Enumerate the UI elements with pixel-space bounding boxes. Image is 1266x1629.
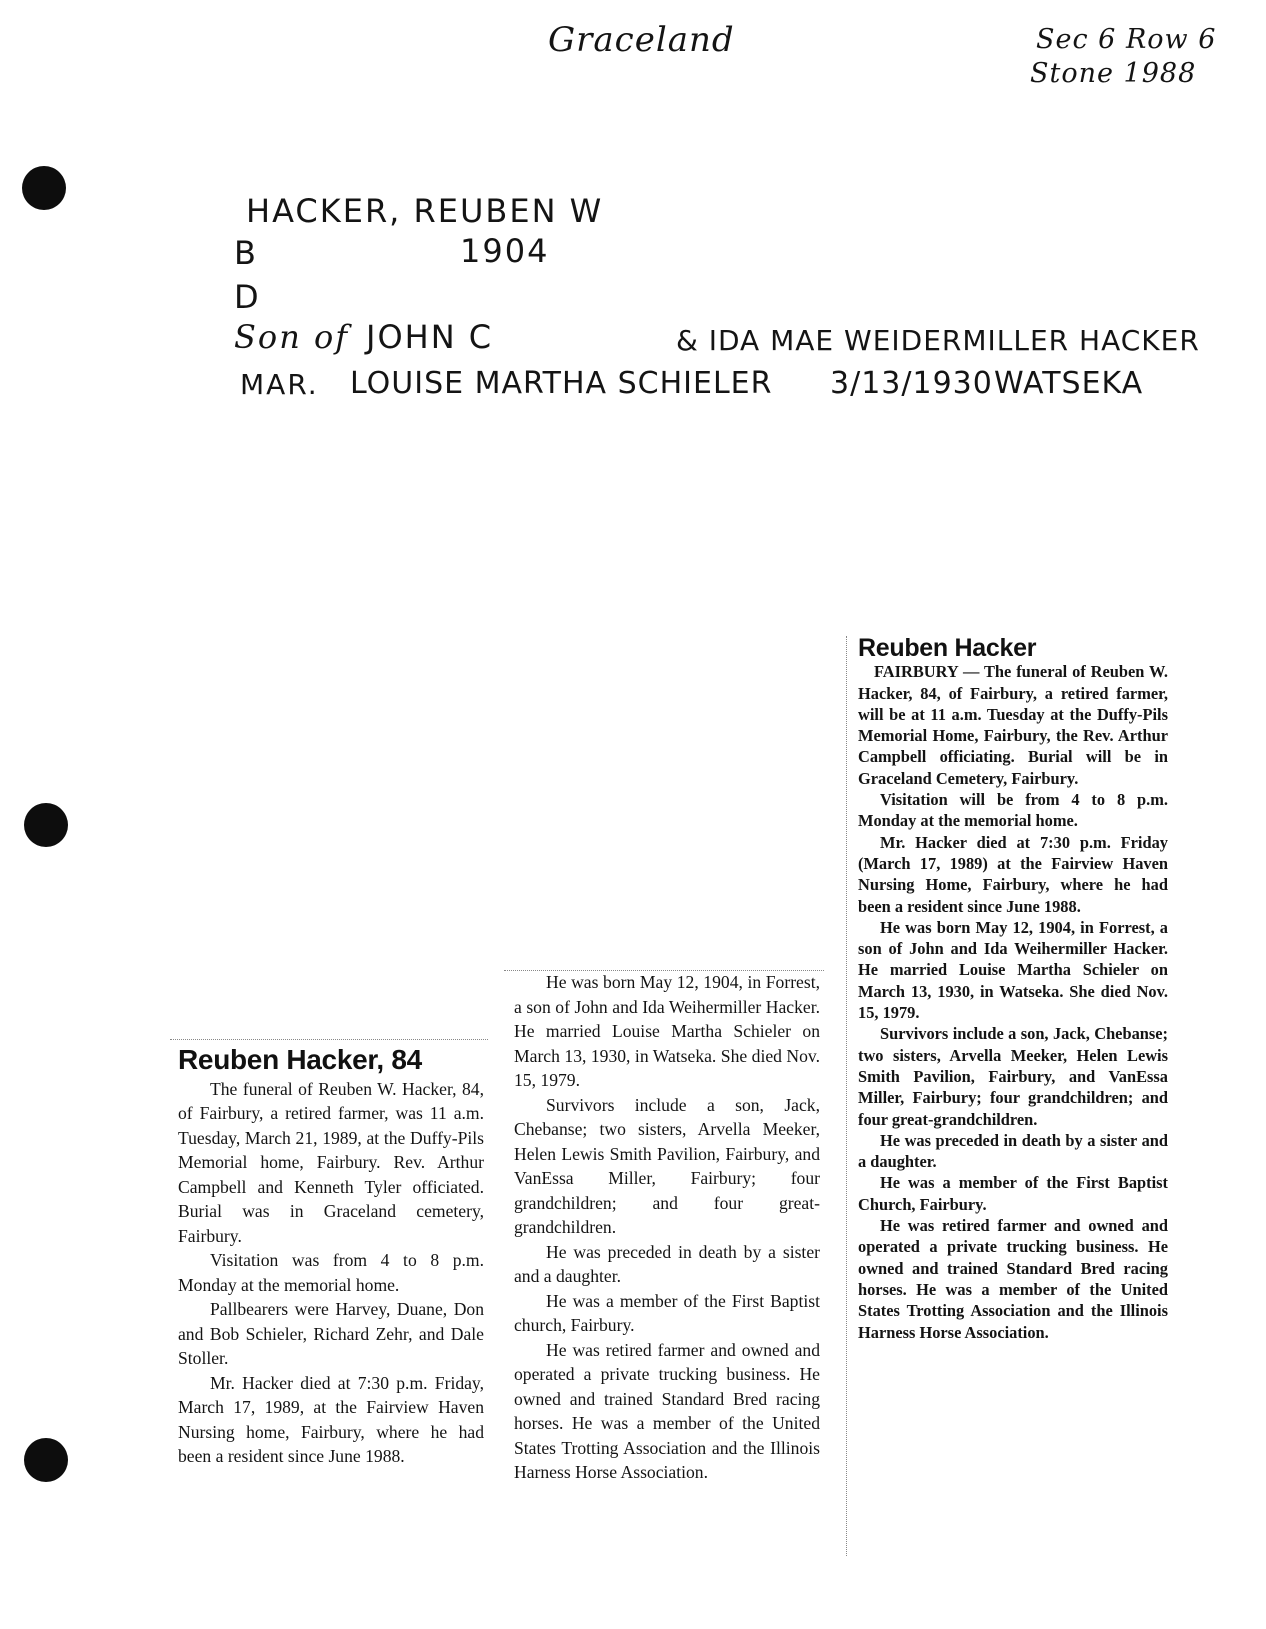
clipping-right-paragraph: He was a member of the First Baptist Church, Fairbury.: [858, 1173, 1168, 1214]
clipping-right-paragraph: He was preceded in death by a sister and a daughter.: [858, 1130, 1168, 1172]
handwritten-father: JOHN C: [366, 318, 494, 356]
punch-hole-bottom: [24, 1438, 68, 1482]
clipping-right: [858, 634, 1168, 1343]
clipping-right-paragraph: He was retired farmer and owned and operated a private trucking business. He owned and trained Standard Bred racing horses. He was a member of the United States Trotting Association and the Illinois Harness Horse Association.: [858, 1216, 1168, 1342]
handwritten-married-place: WATSEKA: [994, 366, 1144, 401]
handwritten-born-year: 1904: [460, 232, 550, 270]
handwritten-name: HACKER, REUBEN W: [246, 192, 604, 230]
clipping-left-paragraph: The funeral of Reuben W. Hacker, 84, of Fairbury, a retired farmer, was 11 a.m. Tuesday, March 21, 1989, at the Duffy-Pils Memorial home, Fairbury. Rev. Arthur Campbell and Kenneth Tyler officiated. Burial was in Graceland cemetery, Fairbury.: [178, 1078, 484, 1246]
handwritten-section-row: Sec 6 Row 6: [1036, 24, 1217, 55]
punch-hole-top: [22, 166, 66, 210]
handwritten-stone-year: Stone 1988: [1030, 58, 1197, 89]
handwritten-parents-prefix: Son of: [234, 318, 350, 356]
punch-hole-middle: [24, 803, 68, 847]
clipping-right-paragraph: Mr. Hacker died at 7:30 p.m. Friday (March 17, 1989) at the Fairview Haven Nursing Home, Fairbury, where he had been a resident since June 1988.: [858, 832, 1168, 916]
clipping-left-paragraph: Pallbearers were Harvey, Duane, Don and Bob Schieler, Richard Zehr, and Dale Stoller.: [178, 1299, 484, 1368]
clipping-right-paragraph: FAIRBURY — The funeral of Reuben W. Hacker, 84, of Fairbury, a retired farmer, will be at 11 a.m. Tuesday at the Duffy-Pils Memorial Home, Fairbury, the Rev. Arthur Campbell officiating. Burial will be in Graceland Cemetery, Fairbury.: [858, 662, 1168, 788]
clipping-left-paragraph: Visitation was from 4 to 8 p.m. Monday at the memorial home.: [178, 1250, 484, 1295]
clipping-middle-paragraph: Survivors include a son, Jack, Chebanse; two sisters, Arvella Meeker, Helen Lewis Smith Pavilion, Fairbury, and VanEssa Miller, Fairbury; four grandchildren; and four great-grandchildren.: [514, 1094, 820, 1237]
clipping-left-paragraph: Mr. Hacker died at 7:30 p.m. Friday, March 17, 1989, at the Fairview Haven Nursing home, Fairbury, where he had been a resident since June 1988.: [178, 1372, 484, 1466]
handwritten-died-label: D: [234, 278, 261, 316]
clipping-right-paragraph: Survivors include a son, Jack, Chebanse; two sisters, Arvella Meeker, Helen Lewis Smith Pavilion, Fairbury, and VanEssa Miller, Fairbury; four grandchildren; and four great-grandchildren.: [858, 1024, 1168, 1129]
clipping-middle-paragraph: He was a member of the First Baptist church, Fairbury.: [514, 1290, 820, 1335]
clipping-middle-paragraph: He was preceded in death by a sister and a daughter.: [514, 1241, 820, 1286]
clipping-right-paragraph: He was born May 12, 1904, in Forrest, a son of John and Ida Weihermiller Hacker. He married Louise Martha Schieler on March 13, 1930, in Watseka. She died Nov. 15, 1979.: [858, 917, 1168, 1023]
clipping-middle: [514, 970, 820, 1485]
clipping-right-title: Reuben Hacker: [858, 634, 1037, 662]
handwritten-mother: & IDA MAE WEIDERMILLER HACKER: [676, 324, 1200, 357]
handwritten-cemetery-name: Graceland: [548, 20, 735, 60]
handwritten-born-label: B: [234, 234, 258, 272]
handwritten-married-prefix: MAR.: [240, 368, 319, 401]
handwritten-married-date: 3/13/1930: [830, 366, 993, 401]
clipping-left-title: Reuben Hacker, 84: [178, 1044, 422, 1075]
clipping-middle-paragraph: He was retired farmer and owned and operated a private trucking business. He owned and trained Standard Bred racing horses. He was a member of the United States Trotting Association and the Illinois Harness Horse Association.: [514, 1339, 820, 1482]
clipping-left-frame: [170, 1038, 488, 1040]
clipping-middle-paragraph: He was born May 12, 1904, in Forrest, a son of John and Ida Weihermiller Hacker. He married Louise Martha Schieler on March 13, 1930, in Watseka. She died Nov. 15, 1979.: [514, 972, 820, 1090]
clipping-left: [178, 1044, 484, 1469]
handwritten-spouse: LOUISE MARTHA SCHIELER: [350, 366, 773, 401]
clipping-right-paragraph: Visitation will be from 4 to 8 p.m. Monday at the memorial home.: [858, 790, 1168, 831]
